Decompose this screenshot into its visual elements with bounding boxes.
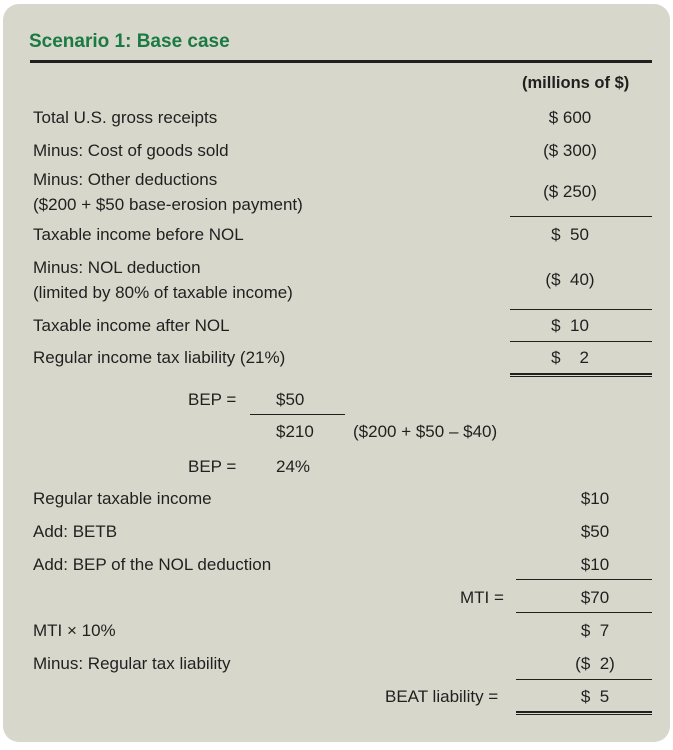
beat-label-regular-taxable-income: Regular taxable income <box>33 489 212 508</box>
units-header: (millions of $) <box>522 74 630 92</box>
beat-value-minus-regular: ($ 2) <box>575 654 615 673</box>
rule-subtotal-1 <box>510 216 652 217</box>
rule-beat-top <box>516 679 652 680</box>
rule-double-2a <box>516 711 652 713</box>
beat-value-mti: $70 <box>580 588 610 607</box>
row-label-cogs: Minus: Cost of goods sold <box>33 141 229 160</box>
row-value-regular-tax: $ 2 <box>551 348 589 367</box>
bep-denominator: $210 <box>276 422 314 441</box>
beat-label-minus-regular: Minus: Regular tax liability <box>33 654 231 673</box>
bep-result: 24% <box>276 457 311 476</box>
beat-label-mti: MTI = <box>460 588 504 607</box>
rule-subtotal-2 <box>510 309 652 310</box>
bep-denominator-note: ($200 + $50 – $40) <box>353 422 498 441</box>
beat-value-regular-taxable-income: $10 <box>580 489 610 508</box>
rule-double-2b <box>516 714 652 715</box>
title-rule <box>30 60 652 63</box>
bep-numerator: $50 <box>276 390 305 409</box>
scenario-title: Scenario 1: Base case <box>29 31 230 52</box>
beat-label-add-bep-nol: Add: BEP of the NOL deduction <box>33 555 272 574</box>
row-value-taxable-after-nol: $ 10 <box>551 316 589 335</box>
rule-subtotal-3 <box>510 341 652 342</box>
bep-label: BEP = <box>188 390 237 409</box>
row-label-taxable-after-nol: Taxable income after NOL <box>33 316 230 335</box>
bep-result-label: BEP = <box>188 457 237 476</box>
rule-mti-bottom <box>516 612 652 613</box>
row-label-other-deductions-detail: ($200 + $50 base-erosion payment) <box>33 195 303 214</box>
rule-double-1b <box>510 376 652 377</box>
rule-mti-top <box>516 579 652 580</box>
row-label-nol-deduction-detail: (limited by 80% of taxable income) <box>33 283 293 302</box>
row-value-gross-receipts: $ 600 <box>548 108 592 127</box>
row-label-regular-tax: Regular income tax liability (21%) <box>33 348 286 367</box>
rule-double-1a <box>510 373 652 375</box>
beat-label-liability: BEAT liability = <box>385 687 499 706</box>
row-label-nol-deduction: Minus: NOL deduction <box>33 258 201 277</box>
row-value-cogs: ($ 300) <box>543 141 597 160</box>
beat-value-add-betb: $50 <box>580 522 610 541</box>
row-value-taxable-before-nol: $ 50 <box>551 225 589 244</box>
beat-value-liability: $ 5 <box>580 687 610 706</box>
beat-value-mti-times: $ 7 <box>580 621 610 640</box>
beat-label-add-betb: Add: BETB <box>33 522 118 541</box>
row-label-gross-receipts: Total U.S. gross receipts <box>33 108 218 127</box>
row-label-taxable-before-nol: Taxable income before NOL <box>33 225 244 244</box>
row-label-other-deductions: Minus: Other deductions <box>33 170 218 189</box>
beat-value-add-bep-nol: $10 <box>580 555 610 574</box>
row-value-other-deductions: ($ 250) <box>543 182 597 201</box>
row-value-nol-deduction: ($ 40) <box>545 270 595 289</box>
bep-fraction-bar <box>250 414 345 415</box>
beat-label-mti-times: MTI × 10% <box>33 621 116 640</box>
